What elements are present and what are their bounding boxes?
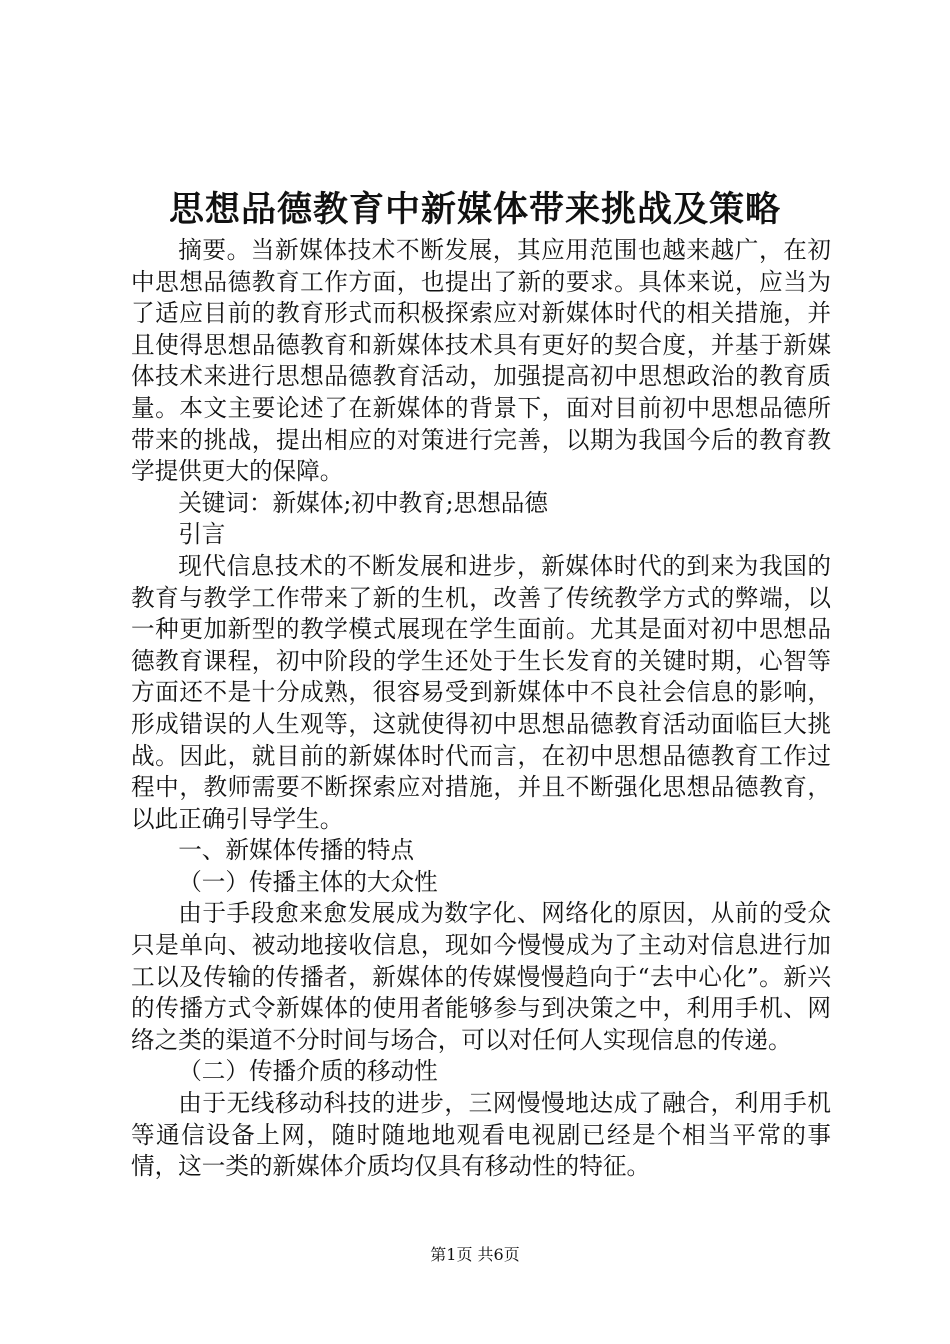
keywords-paragraph: 关键词：新媒体;初中教育;思想品德 [178,488,548,517]
section-heading: 一、新媒体传播的特点 [178,836,415,865]
introduction-heading: 引言 [178,520,226,549]
document-title: 思想品德教育中新媒体带来挑战及策略 [168,189,781,230]
page-footer [0,1245,950,1265]
body-paragraph: 由于无线移动科技的进步，三网慢慢地达成了融合，利用手机等通信设备上网，随时随地地观看电视剧已经是个相当平常的事情，这一类的新媒体介质均仅具有移动性的特征。 [131,1089,831,1181]
abstract-paragraph: 摘要。当新媒体技术不断发展，其应用范围也越来越广，在初中思想品德教育工作方面，也提出了新的要求。具体来说，应当为了适应目前的教育形式而积极探索应对新媒体时代的相关措施，并且使得思想品德教育和新媒体技术具有更好的契合度，并基于新媒体技术来进行思想品德教育活动，加强提高初中思想政治的教育质量。本文主要论述了在新媒体的背景下，面对目前初中思想品德所带来的挑战，提出相应的对策进行完善，以期为我国今后的教育教学提供更大的保障。 [131,236,831,486]
introduction-paragraph: 现代信息技术的不断发展和进步，新媒体时代的到来为我国的教育与教学工作带来了新的生机，改善了传统教学方式的弊端，以一种更加新型的教学模式展现在学生面前。尤其是面对初中思想品德教育课程，初中阶段的学生还处于生长发育的关键时期，心智等方面还不是十分成熟，很容易受到新媒体中不良社会信息的影响，形成错误的人生观等，这就使得初中思想品德教育活动面临巨大挑战。因此，就目前的新媒体时代而言，在初中思想品德教育工作过程中，教师需要不断探索应对措施，并且不断强化思想品德教育，以此正确引导学生。 [131,551,831,833]
document-body [131,235,831,1183]
subsection-heading: （一）传播主体的大众性 [178,867,438,896]
subsection-heading: （二）传播介质的移动性 [178,1057,438,1086]
page-number-label: 第1页 共6页 [430,1245,520,1264]
body-paragraph: 由于手段愈来愈发展成为数字化、网络化的原因，从前的受众只是单向、被动地接收信息，现如今慢慢成为了主动对信息进行加工以及传输的传播者，新媒体的传媒慢慢趋向于“去中心化”。新兴的传播方式令新媒体的使用者能够参与到决策之中，利用手机、网络之类的渠道不分时间与场合，可以对任何人实现信息的传递。 [131,899,831,1054]
